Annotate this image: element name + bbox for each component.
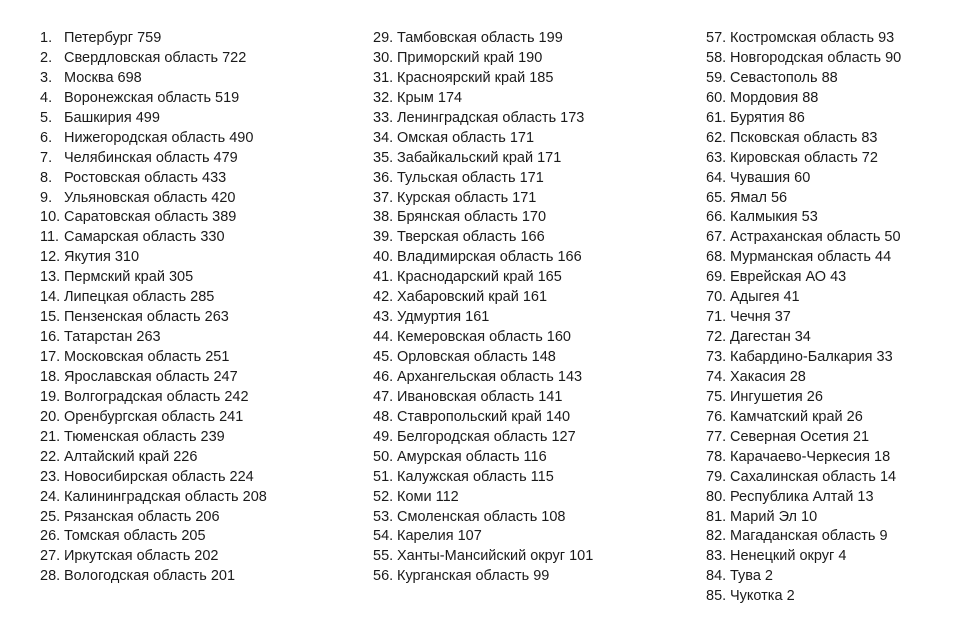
region-name-and-count: Иркутская область 202 [64, 548, 219, 565]
region-name-and-count: Ростовская область 433 [64, 169, 227, 186]
region-name-and-count: Красноярский край 185 [397, 69, 554, 86]
region-name-and-count: Адыгея 41 [730, 289, 800, 306]
region-name-and-count: Волгоградская область 242 [64, 388, 249, 405]
item-number: 3. [40, 69, 53, 86]
region-list-item [40, 368, 267, 388]
item-number: 73. [706, 349, 727, 365]
region-list-item [40, 448, 267, 468]
item-number: 64. [706, 169, 727, 186]
region-list-item [40, 348, 267, 368]
region-name-and-count: Калужская область 115 [397, 468, 554, 485]
region-name-and-count: Северная Осетия 21 [730, 428, 870, 445]
item-number: 1. [40, 30, 53, 46]
region-name-and-count: Еврейская АО 43 [730, 269, 847, 286]
item-number: 45. [373, 349, 394, 365]
region-list-item [706, 288, 901, 308]
region-name-and-count: Самарская область 330 [64, 229, 225, 246]
region-name-and-count: Чечня 37 [730, 309, 791, 326]
item-number: 82. [706, 528, 727, 545]
item-number: 60. [706, 89, 727, 106]
region-name-and-count: Владимирская область 166 [397, 249, 582, 266]
item-number: 5. [40, 109, 53, 126]
item-number: 81. [706, 508, 727, 525]
region-name-and-count: Удмуртия 161 [397, 309, 490, 326]
region-name-and-count: Ивановская область 141 [397, 388, 563, 405]
region-name-and-count: Саратовская область 389 [64, 209, 237, 226]
region-list-item [40, 527, 267, 547]
item-number: 2. [40, 49, 53, 66]
item-number: 62. [706, 129, 727, 146]
region-name-and-count: Камчатский край 26 [730, 408, 863, 425]
item-number: 40. [373, 249, 394, 266]
item-number: 66. [706, 209, 727, 226]
region-name-and-count: Астраханская область 50 [730, 229, 901, 246]
region-list-item [706, 149, 901, 169]
region-list-item [706, 567, 901, 587]
region-list-item [706, 368, 901, 388]
region-list-item [40, 208, 267, 228]
region-list-item [706, 228, 901, 248]
item-number: 50. [373, 448, 394, 465]
region-name-and-count: Ярославская область 247 [64, 368, 238, 385]
region-list-item [706, 468, 901, 488]
item-number: 7. [40, 149, 53, 166]
item-number: 42. [373, 289, 394, 306]
item-number: 69. [706, 269, 727, 286]
region-list-item [706, 129, 901, 149]
region-name-and-count: Республика Алтай 13 [730, 488, 874, 505]
item-number: 32. [373, 89, 394, 106]
region-name-and-count: Краснодарский край 165 [397, 269, 562, 286]
region-list-item [40, 428, 267, 448]
region-name-and-count: Брянская область 170 [397, 209, 547, 226]
item-number: 28. [40, 568, 61, 585]
item-number: 41. [373, 269, 394, 286]
item-number: 75. [706, 388, 727, 405]
item-number: 25. [40, 508, 61, 525]
region-name-and-count: Алтайский край 226 [64, 448, 198, 465]
region-name-and-count: Ингушетия 26 [730, 388, 823, 405]
item-number: 65. [706, 189, 727, 206]
item-number: 20. [40, 408, 61, 425]
region-list-item [373, 508, 593, 528]
region-name-and-count: Татарстан 263 [64, 329, 161, 346]
region-list-item [706, 348, 901, 368]
region-list-item [706, 308, 901, 328]
region-name-and-count: Смоленская область 108 [397, 508, 566, 525]
region-list-item [373, 408, 593, 428]
item-number: 79. [706, 468, 727, 485]
region-list-item [40, 547, 267, 567]
item-number: 76. [706, 408, 727, 425]
item-number: 72. [706, 329, 727, 346]
region-list-item [706, 29, 901, 49]
region-list-item [373, 49, 593, 69]
region-list-item [706, 268, 901, 288]
region-name-and-count: Петербург 759 [64, 30, 162, 46]
region-list-item [706, 587, 901, 607]
region-list-item [40, 328, 267, 348]
region-list-item [706, 388, 901, 408]
region-list-item [373, 388, 593, 408]
region-list-item [373, 328, 593, 348]
region-list-item [706, 248, 901, 268]
region-name-and-count: Томская область 205 [64, 528, 206, 545]
region-list-item [373, 189, 593, 209]
region-name-and-count: Тамбовская область 199 [397, 30, 563, 46]
item-number: 29. [373, 30, 394, 46]
region-list-item [373, 488, 593, 508]
item-number: 6. [40, 129, 53, 146]
region-list-item [40, 89, 267, 109]
region-name-and-count: Орловская область 148 [397, 349, 556, 365]
item-number: 48. [373, 408, 394, 425]
region-list-item [40, 228, 267, 248]
region-list-item [706, 527, 901, 547]
region-list-item [373, 208, 593, 228]
region-name-and-count: Липецкая область 285 [64, 289, 215, 306]
item-number: 4. [40, 89, 53, 106]
region-list-item [40, 468, 267, 488]
region-name-and-count: Карачаево-Черкесия 18 [730, 448, 891, 465]
region-list-item [706, 428, 901, 448]
region-name-and-count: Псковская область 83 [730, 129, 878, 146]
region-list-item [40, 248, 267, 268]
region-list-item [706, 89, 901, 109]
region-name-and-count: Ставропольский край 140 [397, 408, 571, 425]
region-list-item [373, 448, 593, 468]
region-list-item [40, 109, 267, 129]
region-list-item [40, 69, 267, 89]
item-number: 21. [40, 428, 61, 445]
region-name-and-count: Амурская область 116 [397, 448, 547, 465]
item-number: 24. [40, 488, 61, 505]
item-number: 34. [373, 129, 394, 146]
item-number: 12. [40, 249, 61, 266]
item-number: 10. [40, 209, 61, 226]
item-number: 46. [373, 368, 394, 385]
region-list-item [373, 29, 593, 49]
region-list-item [373, 527, 593, 547]
region-name-and-count: Марий Эл 10 [730, 508, 818, 525]
item-number: 14. [40, 289, 61, 306]
item-number: 83. [706, 548, 727, 565]
item-number: 19. [40, 388, 61, 405]
region-list-item [373, 268, 593, 288]
item-number: 51. [373, 468, 394, 485]
item-number: 49. [373, 428, 394, 445]
ranking-column-3 [706, 29, 901, 607]
item-number: 84. [706, 568, 727, 585]
region-name-and-count: Башкирия 499 [64, 109, 160, 126]
region-list-item [706, 408, 901, 428]
region-list-item [373, 248, 593, 268]
item-number: 54. [373, 528, 394, 545]
item-number: 63. [706, 149, 727, 166]
item-number: 44. [373, 329, 394, 346]
region-list-item [706, 169, 901, 189]
item-number: 8. [40, 169, 53, 186]
region-name-and-count: Пермский край 305 [64, 269, 194, 286]
region-list-item [40, 29, 267, 49]
item-number: 33. [373, 109, 394, 126]
item-number: 78. [706, 448, 727, 465]
region-name-and-count: Калмыкия 53 [730, 209, 818, 226]
item-number: 55. [373, 548, 394, 565]
region-name-and-count: Курганская область 99 [397, 568, 550, 585]
item-number: 59. [706, 69, 727, 86]
item-number: 11. [40, 229, 60, 246]
region-name-and-count: Кабардино-Балкария 33 [730, 349, 893, 365]
region-name-and-count: Тверская область 166 [397, 229, 545, 246]
region-name-and-count: Ленинградская область 173 [397, 109, 585, 126]
region-name-and-count: Кировская область 72 [730, 149, 878, 166]
item-number: 30. [373, 49, 394, 66]
item-number: 58. [706, 49, 727, 66]
item-number: 26. [40, 528, 61, 545]
region-name-and-count: Тюменская область 239 [64, 428, 225, 445]
region-name-and-count: Якутия 310 [64, 249, 140, 266]
region-list-item [40, 169, 267, 189]
ranking-column-1 [40, 29, 267, 587]
item-number: 35. [373, 149, 394, 166]
item-number: 57. [706, 30, 727, 46]
region-name-and-count: Челябинская область 479 [64, 149, 238, 166]
item-number: 74. [706, 368, 727, 385]
region-name-and-count: Свердловская область 722 [64, 49, 247, 66]
region-list-item [706, 69, 901, 89]
item-number: 38. [373, 209, 394, 226]
region-name-and-count: Воронежская область 519 [64, 89, 240, 106]
region-name-and-count: Ханты-Мансийский округ 101 [397, 548, 594, 565]
region-list-item [706, 448, 901, 468]
region-list-item [40, 288, 267, 308]
region-name-and-count: Бурятия 86 [730, 109, 805, 126]
region-name-and-count: Мордовия 88 [730, 89, 819, 106]
region-name-and-count: Тульская область 171 [397, 169, 544, 186]
region-list-item [40, 308, 267, 328]
item-number: 39. [373, 229, 394, 246]
region-name-and-count: Курская область 171 [397, 189, 537, 206]
item-number: 15. [40, 309, 61, 326]
item-number: 37. [373, 189, 394, 206]
region-name-and-count: Московская область 251 [64, 349, 230, 365]
region-name-and-count: Хабаровский край 161 [397, 289, 548, 306]
region-list-item [40, 508, 267, 528]
region-list-item [706, 208, 901, 228]
item-number: 77. [706, 428, 727, 445]
region-name-and-count: Костромская область 93 [730, 30, 895, 46]
region-name-and-count: Москва 698 [64, 69, 142, 86]
region-list-item [40, 388, 267, 408]
region-name-and-count: Дагестан 34 [730, 329, 811, 346]
region-name-and-count: Рязанская область 206 [64, 508, 220, 525]
item-number: 61. [706, 109, 727, 126]
region-name-and-count: Оренбургская область 241 [64, 408, 244, 425]
region-list-item [373, 228, 593, 248]
region-list-item [40, 567, 267, 587]
ranking-column-2 [373, 29, 593, 587]
region-name-and-count: Коми 112 [397, 488, 459, 505]
region-list-item [40, 189, 267, 209]
region-list-item [373, 468, 593, 488]
item-number: 31. [373, 69, 394, 86]
region-name-and-count: Ямал 56 [730, 189, 788, 206]
region-name-and-count: Севастополь 88 [730, 69, 838, 86]
region-list-item [373, 567, 593, 587]
region-list-item [706, 189, 901, 209]
item-number: 85. [706, 588, 727, 605]
region-name-and-count: Забайкальский край 171 [397, 149, 562, 166]
region-name-and-count: Сахалинская область 14 [730, 468, 897, 485]
item-number: 43. [373, 309, 394, 326]
item-number: 9. [40, 189, 53, 206]
region-list-item [40, 149, 267, 169]
region-name-and-count: Архангельская область 143 [397, 368, 583, 385]
region-list-item [373, 149, 593, 169]
region-name-and-count: Ненецкий округ 4 [730, 548, 847, 565]
region-name-and-count: Новосибирская область 224 [64, 468, 254, 485]
region-list-item [40, 129, 267, 149]
region-list-item [706, 547, 901, 567]
region-list-item [373, 428, 593, 448]
region-list-item [706, 488, 901, 508]
item-number: 47. [373, 388, 394, 405]
region-name-and-count: Магаданская область 9 [730, 528, 888, 545]
region-list-item [373, 129, 593, 149]
item-number: 71. [706, 309, 727, 326]
region-list-item [373, 368, 593, 388]
region-name-and-count: Ульяновская область 420 [64, 189, 236, 206]
region-list-item [373, 348, 593, 368]
item-number: 68. [706, 249, 727, 266]
region-name-and-count: Чукотка 2 [730, 588, 795, 605]
region-list-item [40, 408, 267, 428]
item-number: 56. [373, 568, 394, 585]
item-number: 53. [373, 508, 394, 525]
item-number: 70. [706, 289, 727, 306]
region-name-and-count: Пензенская область 263 [64, 309, 229, 326]
item-number: 67. [706, 229, 727, 246]
region-name-and-count: Новгородская область 90 [730, 49, 902, 66]
region-name-and-count: Крым 174 [397, 89, 463, 106]
region-list-item [373, 547, 593, 567]
region-name-and-count: Тува 2 [730, 568, 773, 585]
item-number: 22. [40, 448, 61, 465]
region-name-and-count: Кемеровская область 160 [397, 329, 571, 346]
region-list-item [373, 308, 593, 328]
region-name-and-count: Белгородская область 127 [397, 428, 576, 445]
region-list-item [706, 49, 901, 69]
region-list-item [373, 69, 593, 89]
region-name-and-count: Калининградская область 208 [64, 488, 267, 505]
item-number: 36. [373, 169, 394, 186]
region-list-item [373, 89, 593, 109]
region-list-item [706, 328, 901, 348]
region-list-item [706, 109, 901, 129]
region-list-item [373, 169, 593, 189]
region-name-and-count: Мурманская область 44 [730, 249, 892, 266]
item-number: 13. [40, 269, 61, 286]
region-name-and-count: Вологодская область 201 [64, 568, 236, 585]
region-name-and-count: Приморский край 190 [397, 49, 543, 66]
region-name-and-count: Омская область 171 [397, 129, 535, 146]
region-list-item [40, 49, 267, 69]
item-number: 17. [40, 349, 61, 365]
item-number: 27. [40, 548, 61, 565]
region-name-and-count: Хакасия 28 [730, 368, 806, 385]
item-number: 23. [40, 468, 61, 485]
item-number: 16. [40, 329, 61, 346]
item-number: 18. [40, 368, 61, 385]
region-name-and-count: Карелия 107 [397, 528, 482, 545]
region-name-and-count: Нижегородская область 490 [64, 129, 254, 146]
region-list-item [40, 488, 267, 508]
region-name-and-count: Чувашия 60 [730, 169, 811, 186]
region-list-item [373, 288, 593, 308]
item-number: 80. [706, 488, 727, 505]
item-number: 52. [373, 488, 394, 505]
region-list-item [373, 109, 593, 129]
region-list-item [40, 268, 267, 288]
region-list-item [706, 508, 901, 528]
